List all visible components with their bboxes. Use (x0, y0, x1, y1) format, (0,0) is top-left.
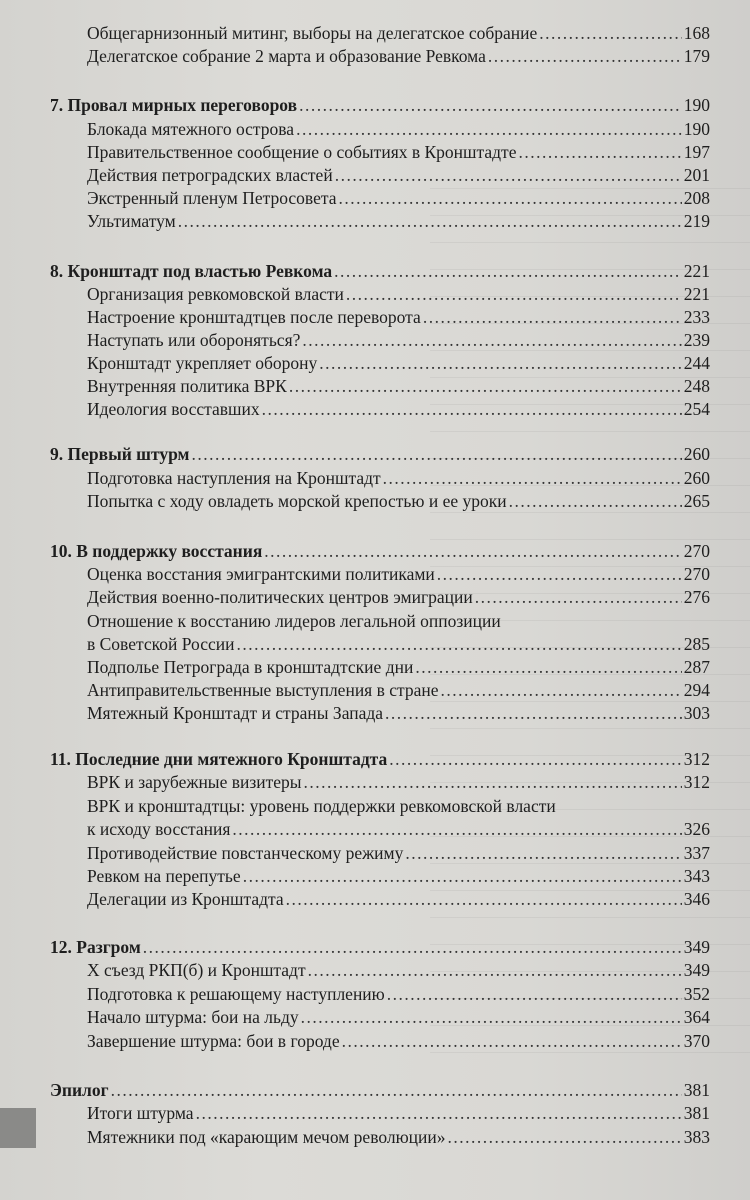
toc-entry-title: Настроение кронштадтцев после переворота (87, 307, 421, 327)
toc-entry-page: 244 (683, 353, 710, 373)
toc-leader-dots (539, 21, 681, 45)
toc-leader-dots (509, 489, 682, 513)
toc-entry-page: 346 (683, 889, 710, 909)
toc-entry-page: 349 (683, 960, 710, 980)
toc-chapter (50, 935, 710, 959)
toc-entry (87, 140, 710, 164)
toc-entry-title: Ревком на перепутье (87, 866, 241, 886)
toc-leader-dots (334, 259, 682, 283)
toc-entry-page: 190 (683, 119, 710, 139)
toc-entry-page: 248 (683, 376, 710, 396)
toc-leader-dots (338, 186, 681, 210)
toc-entry-title: Кронштадт укрепляет оборону (87, 353, 318, 373)
toc-entry-title: Делегации из Кронштадта (87, 889, 284, 909)
toc-entry (87, 351, 710, 375)
toc-entry (87, 1005, 710, 1029)
toc-entry-title: Блокада мятежного острова (87, 119, 295, 139)
toc-leader-dots (415, 655, 681, 679)
toc-entry-first-line (87, 609, 710, 633)
toc-leader-dots (389, 747, 682, 771)
toc-chapter-title: 11. Последние дни мятежного Кронштадта (50, 749, 388, 769)
toc-leader-dots (191, 442, 681, 466)
toc-entry (87, 282, 710, 306)
toc-entry-page: 179 (683, 46, 710, 66)
toc-chapter (50, 539, 710, 563)
toc-entry-page: 197 (683, 142, 710, 162)
toc-entry-title: Экстренный пленум Петросовета (87, 188, 337, 208)
toc-leader-dots (262, 397, 682, 421)
toc-entry-page: 221 (683, 284, 710, 304)
toc-chapter-page: 381 (683, 1080, 710, 1100)
toc-entry-title: Делегатское собрание 2 марта и образование Ревкома (87, 46, 486, 66)
toc-chapter-title: 9. Первый штурм (50, 444, 190, 464)
toc-entry-title: ВРК и зарубежные визитеры (87, 772, 302, 792)
toc-entry-title: Оценка восстания эмигрантскими политиками (87, 564, 435, 584)
toc-entry-page: 201 (683, 165, 710, 185)
toc-leader-dots (264, 539, 681, 563)
toc-leader-dots (302, 328, 681, 352)
toc-entry-title: Организация ревкомовской власти (87, 284, 344, 304)
toc-chapter-page: 190 (683, 95, 710, 115)
toc-leader-dots (308, 958, 682, 982)
toc-entry-title: Начало штурма: бои на льду (87, 1007, 299, 1027)
toc-entry (87, 21, 710, 45)
toc-entry-title: Внутренняя политика ВРК (87, 376, 287, 396)
toc-leader-dots (319, 351, 681, 375)
toc-leader-dots (385, 701, 682, 725)
toc-leader-dots (143, 935, 682, 959)
toc-entry-page: 294 (683, 680, 710, 700)
toc-entry-page: 265 (683, 491, 710, 511)
toc-entry-page: 254 (683, 399, 710, 419)
toc-leader-dots (383, 466, 682, 490)
toc-entry (87, 958, 710, 982)
toc-leader-dots (387, 982, 682, 1006)
toc-leader-dots (346, 282, 682, 306)
toc-entry-page: 370 (683, 1031, 710, 1051)
toc-leader-dots (304, 770, 682, 794)
toc-entry-title: Попытка с ходу овладеть морской крепостью и ее уроки (87, 491, 507, 511)
toc-entry (87, 701, 710, 725)
toc-entry (87, 887, 710, 911)
toc-entry (87, 655, 710, 679)
toc-entry-page: 383 (683, 1127, 710, 1147)
toc-chapter-page: 349 (683, 937, 710, 957)
toc-chapter-page: 221 (683, 261, 710, 281)
toc-entry (87, 982, 710, 1006)
toc-entry-title: ВРК и кронштадтцы: уровень поддержки ревкомовской власти (87, 796, 556, 816)
toc-entry (87, 632, 710, 656)
toc-entry-page: 287 (683, 657, 710, 677)
toc-entry-page: 285 (683, 634, 710, 654)
toc-entry-title: Подготовка наступления на Кронштадт (87, 468, 381, 488)
toc-entry-title: Мятежники под «карающим мечом революции» (87, 1127, 446, 1147)
toc-entry-title: Противодействие повстанческому режиму (87, 843, 404, 863)
toc-leader-dots (111, 1078, 682, 1102)
toc-entry-title: Действия военно-политических центров эмиграции (87, 587, 473, 607)
toc-entry-title: Завершение штурма: бои в городе (87, 1031, 340, 1051)
toc-entry-page: 168 (683, 23, 710, 43)
toc-entry (87, 841, 710, 865)
toc-chapter (50, 442, 710, 466)
toc-leader-dots (301, 1005, 682, 1029)
toc-entry-page: 352 (683, 984, 710, 1004)
toc-entry (87, 44, 710, 68)
toc-chapter (50, 1078, 710, 1102)
toc-leader-dots (178, 209, 682, 233)
toc-leader-dots (405, 841, 681, 865)
toc-chapter-title: 12. Разгром (50, 937, 141, 957)
toc-entry (87, 489, 710, 513)
toc-entry-title: Ультиматум (87, 211, 176, 231)
toc-chapter-title: 8. Кронштадт под властью Ревкома (50, 261, 333, 281)
page-corner-mark (0, 1108, 36, 1148)
toc-entry (87, 678, 710, 702)
toc-entry-page: 326 (683, 819, 710, 839)
toc-entry (87, 328, 710, 352)
toc-entry-page: 343 (683, 866, 710, 886)
toc-entry-title: Итоги штурма (87, 1103, 194, 1123)
toc-leader-dots (475, 585, 682, 609)
toc-entry-title: Подготовка к решающему наступлению (87, 984, 385, 1004)
toc-entry (87, 1125, 710, 1149)
toc-leader-dots (299, 93, 682, 117)
toc-entry-title: Идеология восставших (87, 399, 260, 419)
toc-entry-title: в Советской России (87, 634, 235, 654)
toc-entry-title: Наступать или обороняться? (87, 330, 301, 350)
toc-entry (87, 1029, 710, 1053)
toc-entry (87, 163, 710, 187)
toc-entry-page: 233 (683, 307, 710, 327)
toc-chapter-page: 260 (683, 444, 710, 464)
toc-entry-title: Правительственное сообщение о событиях в Кронштадте (87, 142, 517, 162)
toc-entry-title: Отношение к восстанию лидеров легальной оппозиции (87, 611, 501, 631)
toc-leader-dots (342, 1029, 682, 1053)
toc-leader-dots (243, 864, 682, 888)
toc-entry (87, 186, 710, 210)
toc-leader-dots (335, 163, 682, 187)
toc-entry-first-line (87, 794, 710, 818)
toc-entry-title: к исходу восстания (87, 819, 231, 839)
toc-chapter-page: 270 (683, 541, 710, 561)
toc-entry (87, 117, 710, 141)
toc-chapter (50, 747, 710, 771)
toc-entry-page: 337 (683, 843, 710, 863)
toc-leader-dots (286, 887, 682, 911)
toc-entry-page: 381 (683, 1103, 710, 1123)
toc-entry (87, 770, 710, 794)
toc-chapter (50, 93, 710, 117)
toc-entry (87, 466, 710, 490)
toc-entry (87, 305, 710, 329)
toc-entry-page: 270 (683, 564, 710, 584)
toc-leader-dots (437, 562, 682, 586)
toc-entry-page: 303 (683, 703, 710, 723)
toc-entry (87, 209, 710, 233)
toc-entry-title: Действия петроградских властей (87, 165, 333, 185)
toc-entry-title: Общегарнизонный митинг, выборы на делегатское собрание (87, 23, 538, 43)
toc-leader-dots (518, 140, 681, 164)
toc-leader-dots (488, 44, 682, 68)
toc-entry-title: Подполье Петрограда в кронштадтские дни (87, 657, 414, 677)
toc-entry-page: 208 (683, 188, 710, 208)
toc-entry-page: 276 (683, 587, 710, 607)
toc-entry (87, 817, 710, 841)
toc-entry-title: Мятежный Кронштадт и страны Запада (87, 703, 384, 723)
toc-leader-dots (289, 374, 682, 398)
toc-chapter-title: 10. В поддержку восстания (50, 541, 263, 561)
toc-entry (87, 562, 710, 586)
toc-entry-page: 364 (683, 1007, 710, 1027)
toc-entry-page: 219 (683, 211, 710, 231)
toc-leader-dots (196, 1101, 682, 1125)
toc-chapter (50, 259, 710, 283)
toc-leader-dots (232, 817, 681, 841)
toc-leader-dots (236, 632, 681, 656)
toc-entry (87, 397, 710, 421)
toc-entry-page: 260 (683, 468, 710, 488)
toc-entry-page: 239 (683, 330, 710, 350)
toc-leader-dots (441, 678, 682, 702)
toc-leader-dots (296, 117, 682, 141)
toc-chapter-title: Эпилог (50, 1080, 109, 1100)
toc-leader-dots (423, 305, 682, 329)
toc-leader-dots (448, 1125, 682, 1149)
toc-entry (87, 864, 710, 888)
toc-entry (87, 585, 710, 609)
toc-chapter-page: 312 (683, 749, 710, 769)
toc-entry-page: 312 (683, 772, 710, 792)
toc-entry-title: X съезд РКП(б) и Кронштадт (87, 960, 306, 980)
toc-entry (87, 374, 710, 398)
toc-entry-title: Антиправительственные выступления в стране (87, 680, 439, 700)
toc-entry (87, 1101, 710, 1125)
toc-chapter-title: 7. Провал мирных переговоров (50, 95, 298, 115)
